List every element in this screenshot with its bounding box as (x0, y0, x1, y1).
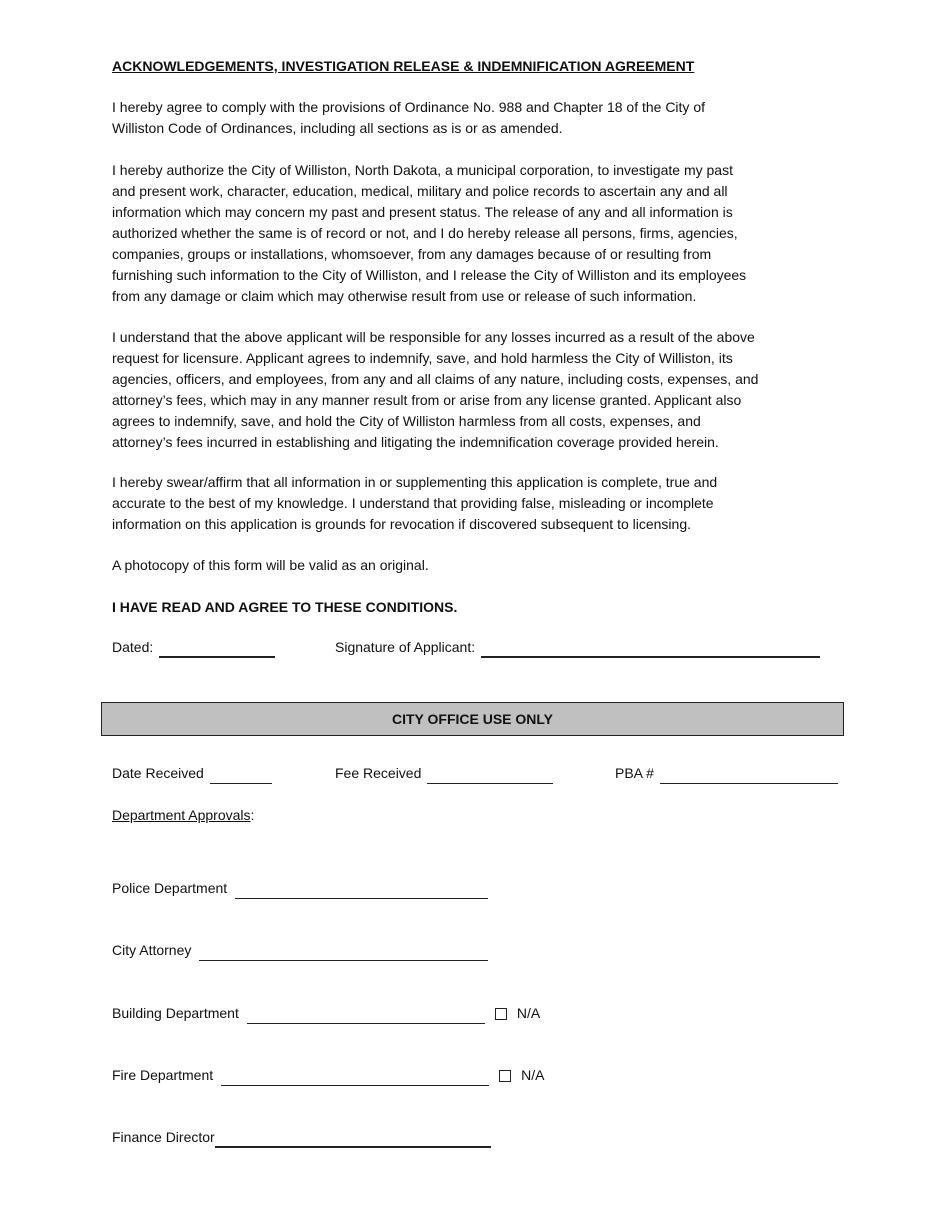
text-line: authorized whether the same is of record or not, and I do hereby release all persons, firms, agencies, (112, 225, 738, 241)
text-line: furnishing such information to the City of Williston, and I release the City of Williston and its employees (112, 267, 747, 283)
date-received-input-line[interactable] (210, 767, 272, 784)
text-line: attorney’s fees, which may in any manner result from or arise from any license granted. Applicant also (112, 392, 742, 408)
signature-field[interactable] (335, 637, 820, 658)
text-line: I hereby swear/affirm that all information in or supplementing this application is complete, true and (112, 474, 718, 490)
building-signature-line[interactable] (247, 1007, 485, 1024)
police-signature-line[interactable] (235, 882, 488, 899)
fire-signature-line[interactable] (221, 1069, 489, 1086)
finance-signature-line[interactable] (215, 1130, 491, 1148)
department-approvals-heading (112, 805, 254, 826)
finance-approval-field[interactable] (112, 1127, 491, 1148)
fee-received-input-line[interactable] (427, 767, 553, 784)
text-line: attorney’s fees incurred in establishing and litigating the indemnification coverage provided herein. (112, 434, 719, 450)
dated-field[interactable] (112, 637, 275, 658)
date-received-field[interactable] (112, 763, 272, 784)
paragraph-authorization (112, 160, 746, 307)
text-line: I understand that the above applicant will be responsible for any losses incurred as a result of the above (112, 329, 755, 345)
text-line: accurate to the best of my knowledge. I understand that providing false, misleading or incomplete (112, 495, 714, 511)
fee-received-field[interactable] (335, 763, 553, 784)
text-line: information on this application is grounds for revocation if discovered subsequent to licensing. (112, 516, 691, 532)
photocopy-statement: A photocopy of this form will be valid as an original. (112, 557, 429, 573)
text-line: Williston Code of Ordinances, including all sections as is or as amended. (112, 120, 563, 136)
signature-input-line[interactable] (481, 640, 820, 658)
fire-approval-field[interactable] (112, 1065, 545, 1086)
building-na-checkbox[interactable] (495, 1008, 507, 1020)
finance-label: Finance Director (112, 1129, 215, 1145)
pba-label: PBA # (615, 765, 654, 781)
document-title: ACKNOWLEDGEMENTS, INVESTIGATION RELEASE & INDEMNIFICATION AGREEMENT (112, 58, 695, 74)
paragraph-indemnification (112, 327, 758, 453)
fire-na-label: N/A (521, 1067, 545, 1083)
date-received-label: Date Received (112, 765, 204, 781)
dated-label: Dated: (112, 639, 154, 655)
text-line: companies, groups or installations, whomsoever, from any damages because of or resulting from (112, 246, 712, 262)
dated-input-line[interactable] (159, 640, 275, 658)
paragraph-affirmation (112, 472, 717, 535)
fee-received-label: Fee Received (335, 765, 422, 781)
pba-input-line[interactable] (660, 767, 838, 784)
city-office-use-header: CITY OFFICE USE ONLY (101, 702, 844, 736)
building-approval-field[interactable] (112, 1003, 540, 1024)
city-attorney-signature-line[interactable] (199, 944, 488, 961)
pba-field[interactable] (615, 763, 838, 784)
agree-statement: I HAVE READ AND AGREE TO THESE CONDITIONS. (112, 599, 458, 615)
department-approvals-label: Department Approvals (112, 807, 251, 823)
text-line: from any damage or claim which may otherwise result from use or release of such information. (112, 288, 697, 304)
building-na-label: N/A (516, 1005, 541, 1021)
city-attorney-approval-field[interactable] (112, 940, 488, 961)
fire-na-checkbox[interactable] (499, 1070, 511, 1082)
text-line: I hereby authorize the City of Williston, North Dakota, a municipal corporation, to investigate my past (112, 162, 733, 178)
police-label: Police Department (112, 880, 228, 896)
paragraph-ordinance (112, 97, 705, 139)
text-line: request for licensure. Applicant agrees to indemnify, save, and hold harmless the City of Williston, its (112, 350, 733, 366)
police-approval-field[interactable] (112, 878, 488, 899)
fire-label: Fire Department (112, 1067, 214, 1083)
text-line: I hereby agree to comply with the provisions of Ordinance No. 988 and Chapter 18 of the City of (112, 99, 705, 115)
text-line: and present work, character, education, medical, military and police records to ascertain any and all (112, 183, 728, 199)
text-line: information which may concern my past and present status. The release of any and all information is (112, 204, 733, 220)
building-label: Building Department (112, 1005, 239, 1021)
text-line: agrees to indemnify, save, and hold the City of Williston harmless from all costs, expenses, and (112, 413, 701, 429)
text-line: agencies, officers, and employees, from any and all claims of any nature, including costs, expenses, and (112, 371, 759, 387)
signature-label: Signature of Applicant: (335, 639, 476, 655)
city-attorney-label: City Attorney (112, 942, 192, 958)
colon: : (250, 807, 255, 823)
